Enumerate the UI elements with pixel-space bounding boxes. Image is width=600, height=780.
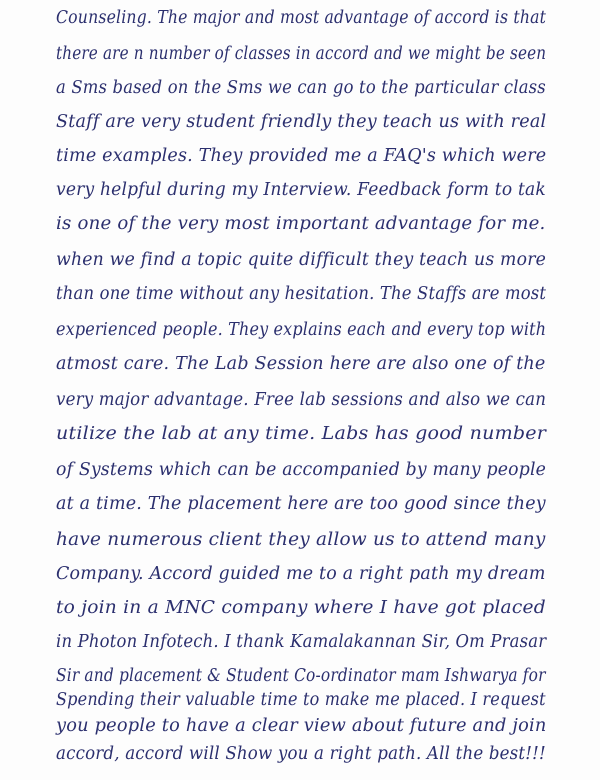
- text-line-13: utilize the lab at any time. Labs has good number: [56, 424, 547, 444]
- text-line-19: in Photon Infotech. I thank Kamalakannan Sir, Om Prasar: [56, 632, 547, 652]
- text-line-18: to join in a MNC company where I have got placed: [56, 598, 546, 618]
- text-line-21: Spending their valuable time to make me placed. I request: [56, 690, 546, 710]
- text-line-15: at a time. The placement here are too good since they: [56, 494, 546, 514]
- text-line-12: very major advantage. Free lab sessions and also we can: [56, 390, 547, 410]
- text-line-20: Sir and placement & Student Co-ordinator mam Ishwarya for: [56, 666, 546, 686]
- text-line-7: is one of the very most important advantage for me.: [56, 214, 546, 234]
- text-line-11: atmost care. The Lab Session here are also one of the: [56, 354, 546, 374]
- text-line-16: have numerous client they allow us to attend many: [56, 530, 546, 550]
- text-line-4: Staff are very student friendly they teach us with real: [56, 112, 547, 132]
- text-line-17: Company. Accord guided me to a right path my dream: [56, 564, 546, 584]
- text-line-23: accord, accord will Show you a right path. All the best!!!: [56, 744, 546, 764]
- text-line-6: very helpful during my Interview. Feedback form to tak: [56, 180, 546, 200]
- text-line-3: a Sms based on the Sms we can go to the particular class: [56, 78, 546, 98]
- text-line-1: Counseling. The major and most advantage of accord is that: [56, 8, 547, 28]
- text-line-8: when we find a topic quite difficult they teach us more: [56, 250, 547, 270]
- text-line-5: time examples. They provided me a FAQ's which were: [56, 146, 547, 166]
- text-line-14: of Systems which can be accompanied by many people: [56, 460, 547, 480]
- text-line-10: experienced people. They explains each and every top with: [56, 320, 547, 340]
- text-line-22: you people to have a clear view about future and join: [56, 716, 547, 736]
- text-line-9: than one time without any hesitation. The Staffs are most: [56, 284, 547, 304]
- text-line-2: there are n number of classes in accord and we might be seen: [56, 44, 547, 64]
